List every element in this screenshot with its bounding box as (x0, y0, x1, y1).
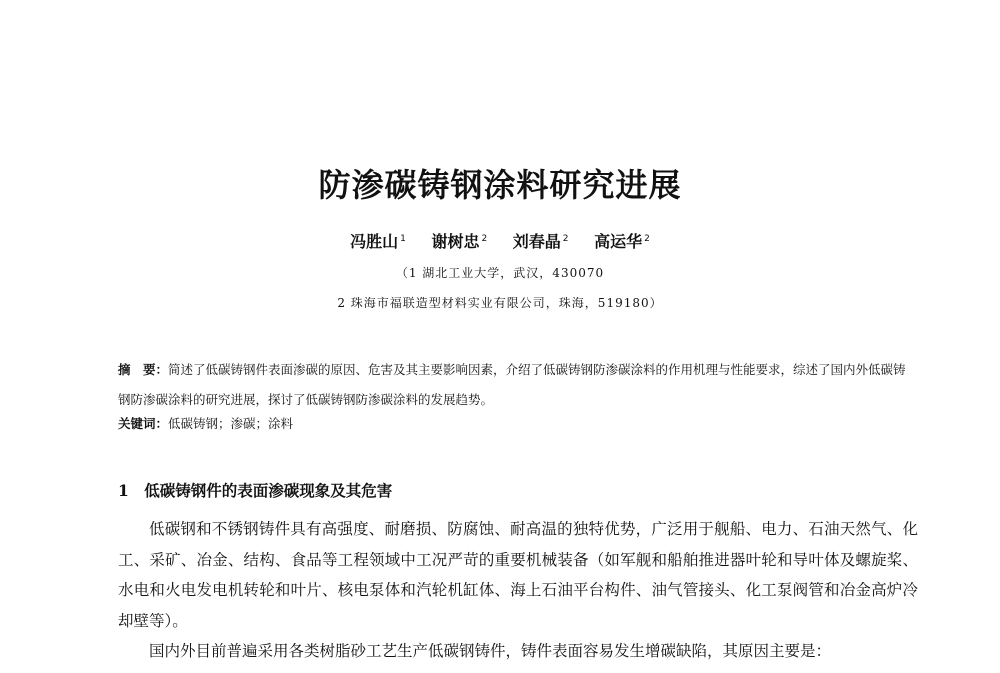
keywords-text: 低碳铸钢；渗碳；涂料 (168, 416, 294, 431)
body-paragraph: 国内外目前普遍采用各类树脂砂工艺生产低碳钢铸件，铸件表面容易发生增碳缺陷，其原因主要是： (149, 642, 832, 660)
author-name: 谢树忠 (431, 232, 480, 251)
author-name: 冯胜山 (350, 232, 399, 251)
author-affiliation-mark: 2 (644, 233, 650, 244)
author (594, 232, 650, 251)
keywords (118, 414, 293, 432)
body-paragraph: 低碳钢和不锈钢铸件具有高强度、耐磨损、防腐蚀、耐高温的独特优势，广泛用于舰船、电力、石油天然气、化工、采矿、冶金、结构、食品等工程领域中工况严苛的重要机械装备（如军舰和船舶推进器叶轮和导叶体及螺旋桨、水电和火电发电机转轮和叶片、核电泵体和汽轮机缸体、海上石油平台构件、油气管接头、化工泵阀管和冶金高炉冷却壁等）。 (118, 520, 918, 630)
abstract (118, 355, 918, 415)
author-affiliation-mark: 1 (400, 233, 406, 244)
abstract-label: 摘 要： (118, 362, 169, 377)
paper-title: 防渗碳铸钢涂料研究进展 (318, 166, 682, 204)
abstract-text: 简述了低碳铸钢件表面渗碳的原因、危害及其主要影响因素，介绍了低碳铸钢防渗碳涂料的作用机理与性能要求，综述了国内外低碳铸钢防渗碳涂料的研究进展，探讨了低碳铸钢防渗碳涂料的发展趋势。 (118, 362, 906, 407)
affiliation-line: （1 湖北工业大学，武汉，430070 (395, 266, 605, 280)
author-affiliation-mark: 2 (481, 233, 488, 244)
section-body (118, 514, 918, 667)
author-name: 高运华 (594, 232, 643, 251)
author-name: 刘春晶 (512, 232, 561, 251)
section-heading: 1 低碳铸钢件的表面渗碳现象及其危害 (118, 481, 393, 500)
author (513, 232, 569, 251)
author-affiliation-mark: 2 (562, 233, 569, 244)
keywords-label: 关键词： (118, 416, 169, 431)
author-list (0, 229, 1000, 252)
author (431, 232, 487, 251)
author (350, 232, 406, 251)
affiliation-line: 2 珠海市福联造型材料实业有限公司，珠海，519180） (337, 296, 663, 310)
